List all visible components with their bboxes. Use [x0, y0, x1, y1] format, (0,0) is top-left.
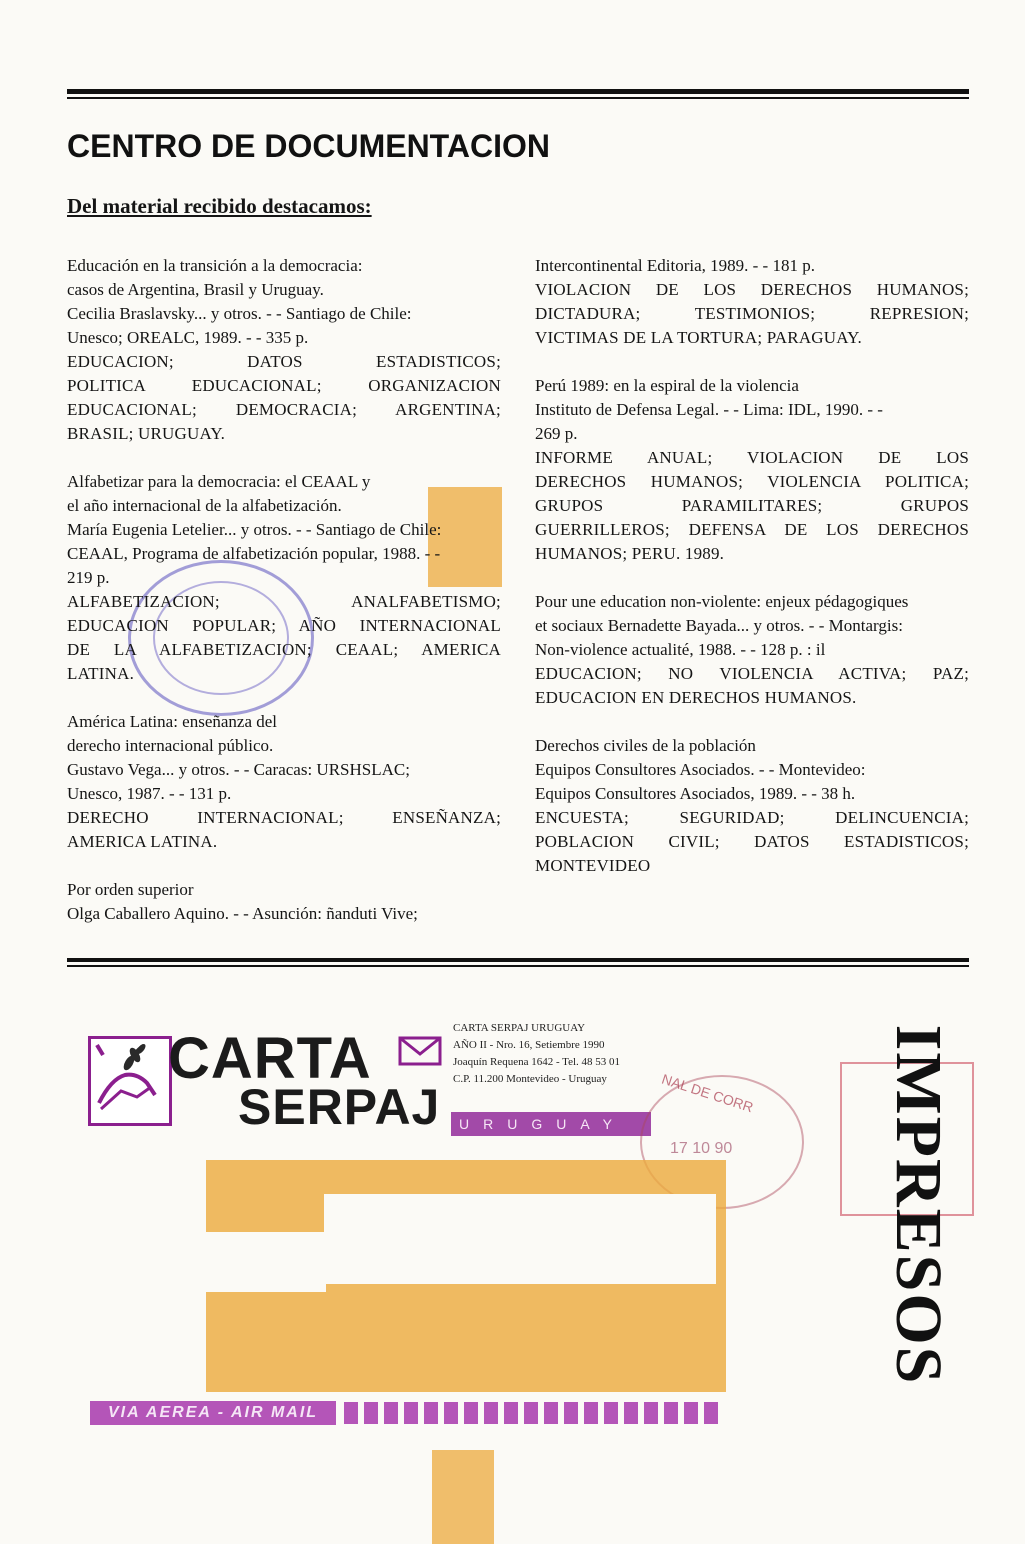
- airmail-block: [564, 1402, 578, 1424]
- top-double-rule: [67, 89, 969, 94]
- entry-line: el año internacional de la alfabetización.: [67, 496, 342, 515]
- entry-line: et sociaux Bernadette Bayada... y otros. - - Montargis:: [535, 616, 903, 635]
- masthead-line: Joaquín Requena 1642 - Tel. 48 53 01: [453, 1056, 621, 1068]
- entry-keywords: POLITICA EDUCACIONAL; ORGANIZACION: [67, 376, 501, 395]
- entry-keywords: VICTIMAS DE LA TORTURA; PARAGUAY.: [535, 328, 862, 347]
- entry-line: 219 p.: [67, 568, 110, 587]
- entry-line: Olga Caballero Aquino. - - Asunción: ñanduti Vive;: [67, 904, 418, 923]
- entry-line: derecho internacional público.: [67, 736, 274, 755]
- entry-line: Educación en la transición a la democracia:: [67, 256, 363, 275]
- entry-line: Unesco; OREALC, 1989. - - 335 p.: [67, 328, 309, 347]
- entry-keywords: DE LA ALFABETIZACION; CEAAL; AMERICA: [67, 640, 501, 659]
- entry-line: Gustavo Vega... y otros. - - Caracas: URSHSLAC;: [67, 760, 410, 779]
- airmail-block: [384, 1402, 398, 1424]
- airmail-block: [544, 1402, 558, 1424]
- address-window-gap: [206, 1232, 326, 1292]
- airmail-block: [584, 1402, 598, 1424]
- right-column: [535, 254, 969, 902]
- masthead-line: AÑO II - Nro. 16, Setiembre 1990: [453, 1039, 605, 1051]
- impresos-text: IMPRESOS: [882, 1024, 955, 1386]
- entry-line: Intercontinental Editoria, 1989. - - 181 p.: [535, 256, 815, 275]
- envelope-icon: [398, 1036, 442, 1071]
- airmail-block: [484, 1402, 498, 1424]
- bibliography-entry: [535, 590, 969, 710]
- entry-keywords: DICTADURA; TESTIMONIOS; REPRESION;: [535, 304, 969, 323]
- entry-line: Alfabetizar para la democracia: el CEAAL y: [67, 472, 371, 491]
- entry-line: casos de Argentina, Brasil y Uruguay.: [67, 280, 324, 299]
- airmail-block: [524, 1402, 538, 1424]
- entry-keywords: BRASIL; URUGUAY.: [67, 424, 226, 443]
- entry-keywords: DERECHO INTERNACIONAL; ENSEÑANZA;: [67, 808, 501, 827]
- entry-keywords: HUMANOS; PERU. 1989.: [535, 544, 725, 563]
- entry-line: Cecilia Braslavsky... y otros. - - Santiago de Chile:: [67, 304, 412, 323]
- masthead-info: [453, 1020, 620, 1088]
- entry-line: América Latina: enseñanza del: [67, 712, 278, 731]
- entry-line: 269 p.: [535, 424, 578, 443]
- left-column: [67, 254, 501, 950]
- entry-keywords: EDUCACION; DATOS ESTADISTICOS;: [67, 352, 501, 371]
- masthead-line: C.P. 11.200 Montevideo - Uruguay: [453, 1073, 607, 1085]
- entry-keywords: ALFABETIZACION; ANALFABETISMO;: [67, 592, 501, 611]
- section-title: CENTRO DE DOCUMENTACION: [67, 128, 550, 164]
- entry-line: María Eugenia Letelier... y otros. - - Santiago de Chile:: [67, 520, 442, 539]
- entry-keywords: EDUCACION; NO VIOLENCIA ACTIVA; PAZ;: [535, 664, 969, 683]
- entry-line: Unesco, 1987. - - 131 p.: [67, 784, 232, 803]
- handshake-olive-branch-icon: [88, 1036, 172, 1126]
- bibliography-entry: [535, 374, 969, 566]
- airmail-blocks: [344, 1402, 724, 1424]
- entry-line: Non-violence actualité, 1988. - - 128 p. : il: [535, 640, 826, 659]
- airmail-block: [364, 1402, 378, 1424]
- entry-keywords: POBLACION CIVIL; DATOS ESTADISTICOS;: [535, 832, 969, 851]
- entry-line: Pour une education non-violente: enjeux pédagogiques: [535, 592, 909, 611]
- entry-keywords: EDUCACION EN DERECHOS HUMANOS.: [535, 688, 857, 707]
- airmail-block: [504, 1402, 518, 1424]
- postmark-text: NAL DE CORR: [659, 1070, 756, 1116]
- airmail-label: VIA AEREA - AIR MAIL: [90, 1401, 336, 1425]
- airmail-block: [344, 1402, 358, 1424]
- entry-line: Equipos Consultores Asociados, 1989. - - 38 h.: [535, 784, 856, 803]
- carta-serpaj-logo: [88, 1026, 441, 1135]
- entry-keywords: DERECHOS HUMANOS; VIOLENCIA POLITICA;: [535, 472, 969, 491]
- bibliography-entry: [67, 710, 501, 854]
- airmail-block: [404, 1402, 418, 1424]
- logo-word-serpaj: SERPAJ: [238, 1079, 441, 1135]
- entry-keywords: LATINA.: [67, 664, 135, 683]
- airmail-block: [444, 1402, 458, 1424]
- entry-keywords: GUERRILLEROS; DEFENSA DE LOS DERECHOS: [535, 520, 969, 539]
- entry-keywords: VIOLACION DE LOS DERECHOS HUMANOS;: [535, 280, 969, 299]
- entry-keywords: AMERICA LATINA.: [67, 832, 218, 851]
- entry-keywords: MONTEVIDEO: [535, 856, 651, 875]
- entry-line: Por orden superior: [67, 880, 194, 899]
- entry-line: CEAAL, Programa de alfabetización popular, 1988. - -: [67, 544, 441, 563]
- entry-keywords: EDUCACION POPULAR; AÑO INTERNACIONAL: [67, 616, 501, 635]
- airmail-block: [664, 1402, 678, 1424]
- airmail-block: [424, 1402, 438, 1424]
- entry-keywords: GRUPOS PARAMILITARES; GRUPOS: [535, 496, 969, 515]
- airmail-block: [704, 1402, 718, 1424]
- airmail-strip: [90, 1400, 790, 1426]
- entry-line: Perú 1989: en la espiral de la violencia: [535, 376, 799, 395]
- entry-line: Instituto de Defensa Legal. - - Lima: IDL, 1990. - -: [535, 400, 883, 419]
- bibliography-entry: [535, 734, 969, 878]
- bottom-tape-stain: [432, 1450, 494, 1544]
- bibliography-entry: [67, 470, 501, 686]
- logo-word-carta: CARTA: [168, 1026, 372, 1091]
- bibliography-entry: [67, 878, 501, 926]
- impresos-label: [878, 1024, 958, 1386]
- entry-keywords: INFORME ANUAL; VIOLACION DE LOS: [535, 448, 969, 467]
- middle-double-rule: [67, 958, 969, 962]
- airmail-block: [464, 1402, 478, 1424]
- entry-line: Derechos civiles de la población: [535, 736, 756, 755]
- entry-line: Equipos Consultores Asociados. - - Montevideo:: [535, 760, 866, 779]
- postmark-date: 17 10 90: [670, 1140, 733, 1157]
- entry-keywords: ENCUESTA; SEGURIDAD; DELINCUENCIA;: [535, 808, 969, 827]
- entry-keywords: EDUCACIONAL; DEMOCRACIA; ARGENTINA;: [67, 400, 501, 419]
- masthead-line: CARTA SERPAJ URUGUAY: [453, 1022, 586, 1034]
- airmail-block: [644, 1402, 658, 1424]
- airmail-block: [604, 1402, 618, 1424]
- uruguay-band: URUGUAY: [451, 1112, 651, 1136]
- bibliography-entry: [535, 254, 969, 350]
- bibliography-entry: [67, 254, 501, 446]
- section-subtitle: Del material recibido destacamos:: [67, 194, 372, 218]
- airmail-block: [624, 1402, 638, 1424]
- airmail-block: [684, 1402, 698, 1424]
